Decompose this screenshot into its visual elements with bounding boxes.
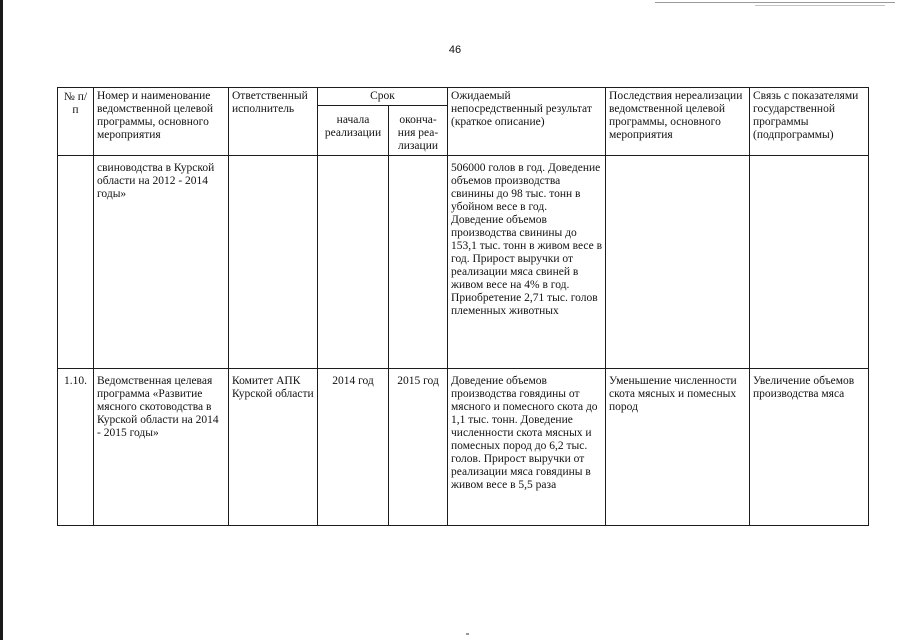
scan-artifact-line xyxy=(655,2,895,3)
row-executor: Комитет АПК Курской области xyxy=(229,369,318,526)
row-program-name: Ведомственная целевая программа «Развитие мясного скотоводства в Курской области на 2014 - 2015 годы» xyxy=(94,369,229,526)
row-term-end: 2015 год xyxy=(389,369,448,526)
header-expected-result: Ожидаемый непосредственный результат (краткое описание) xyxy=(448,88,606,156)
row-executor xyxy=(229,156,318,369)
row-term-start xyxy=(318,156,389,369)
table-row xyxy=(58,156,869,369)
row-expected-result: 506000 голов в год. Доведение объемов производства свинины до 98 тыс. тонн в убойном весе в год. Доведение объемов производства свинины до 153,1 тыс. тонн в живом весе в год. Прирост выручки от реализации мяса свиней в живом весе на 4% в год. Приобретение 2,71 тыс. голов племенных животных xyxy=(448,156,606,369)
row-consequences xyxy=(606,156,750,369)
header-num: № п/п xyxy=(58,88,94,156)
table-row xyxy=(58,369,869,526)
header-term-start: начала реализации xyxy=(318,106,389,156)
row-expected-result: Доведение объемов производства говядины от мясного и помесного скота до 1,1 тыс. тонн. Доведение численности скота мясных и помесных пород до 6,2 тыс. голов. Прирост выручки от реализации мяса говядины в живом весе в 5,5 раза xyxy=(448,369,606,526)
page-number: 46 xyxy=(448,44,462,56)
row-consequences: Уменьшение численности скота мясных и помесных пород xyxy=(606,369,750,526)
program-table xyxy=(57,87,869,526)
row-link-indicators xyxy=(750,156,869,369)
table-header-row xyxy=(58,88,869,106)
header-executor: Ответственный исполнитель xyxy=(229,88,318,156)
row-term-start: 2014 год xyxy=(318,369,389,526)
row-program-name: свиноводства в Курской области на 2012 - 2014 годы» xyxy=(94,156,229,369)
header-term: Срок xyxy=(318,88,448,106)
row-num xyxy=(58,156,94,369)
row-num: 1.10. xyxy=(58,369,94,526)
row-term-end xyxy=(389,156,448,369)
header-consequences: Последствия нереализации ведомственной целевой программы, основного мероприятия xyxy=(606,88,750,156)
header-link-indicators: Связь с показателями государственной программы (подпрограммы) xyxy=(750,88,869,156)
scan-artifact-mark xyxy=(466,633,469,635)
row-link-indicators: Увеличение объемов производства мяса xyxy=(750,369,869,526)
page-scan-edge xyxy=(0,0,3,640)
header-term-end: оконча-ния реа-лизации xyxy=(389,106,448,156)
scan-artifact-line xyxy=(755,5,885,6)
header-program-name: Номер и наименование ведомственной целевой программы, основного мероприятия xyxy=(94,88,229,156)
